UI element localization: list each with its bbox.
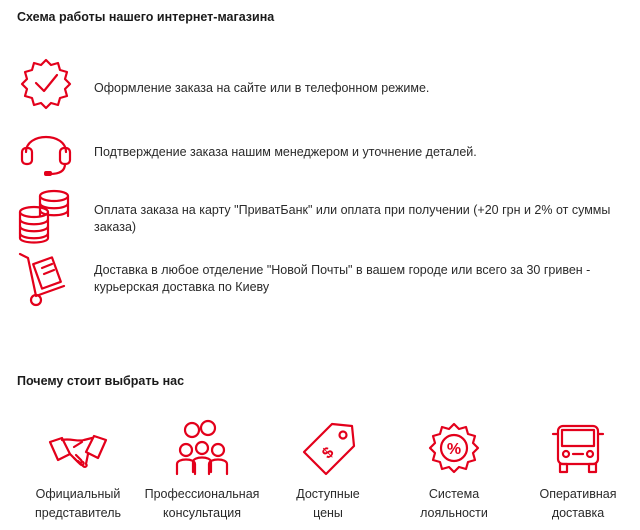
badge-check-icon — [14, 56, 78, 116]
scheme-step-delivery — [14, 248, 634, 308]
feature-label: Официальный представитель — [34, 487, 122, 520]
scheme-step-text: Доставка в любое отделение "Новой Почты" в вашем городе или всего за 30 гривен - курьерская доставка по Киеву — [94, 263, 591, 294]
feature-prices — [263, 420, 393, 523]
price-tag-icon — [298, 420, 358, 480]
scheme-title: Схема работы нашего интернет-магазина — [17, 10, 275, 24]
delivery-truck-icon — [548, 420, 608, 480]
headset-icon — [14, 120, 78, 180]
percent-badge-icon — [424, 420, 484, 480]
consultation-icon — [172, 420, 232, 480]
scheme-step-payment — [14, 186, 634, 246]
scheme-step-text: Оплата заказа на карту "ПриватБанк" или оплата при получении (+20 грн и 2% от суммы заказа) — [94, 203, 611, 234]
feature-label: Система лояльности — [420, 487, 488, 520]
feature-official — [13, 420, 143, 523]
svg-text:%: % — [446, 441, 462, 458]
feature-delivery — [513, 420, 640, 523]
scheme-step-order — [14, 56, 634, 116]
feature-loyalty — [389, 420, 519, 523]
coins-icon — [14, 186, 78, 246]
feature-consultation — [137, 420, 267, 523]
hand-truck-icon — [14, 248, 78, 308]
handshake-icon — [48, 420, 108, 480]
feature-label: Доступные цены — [296, 487, 360, 520]
scheme-step-text: Подтверждение заказа нашим менеджером и уточнение деталей. — [94, 145, 477, 159]
feature-label: Оперативная доставка — [539, 487, 617, 520]
scheme-step-text: Оформление заказа на сайте или в телефонном режиме. — [94, 81, 430, 95]
svg-text:$: $ — [319, 444, 338, 463]
feature-label: Профессиональная консультация — [144, 487, 260, 520]
scheme-step-confirm — [14, 120, 634, 180]
why-title: Почему стоит выбрать нас — [17, 374, 185, 388]
